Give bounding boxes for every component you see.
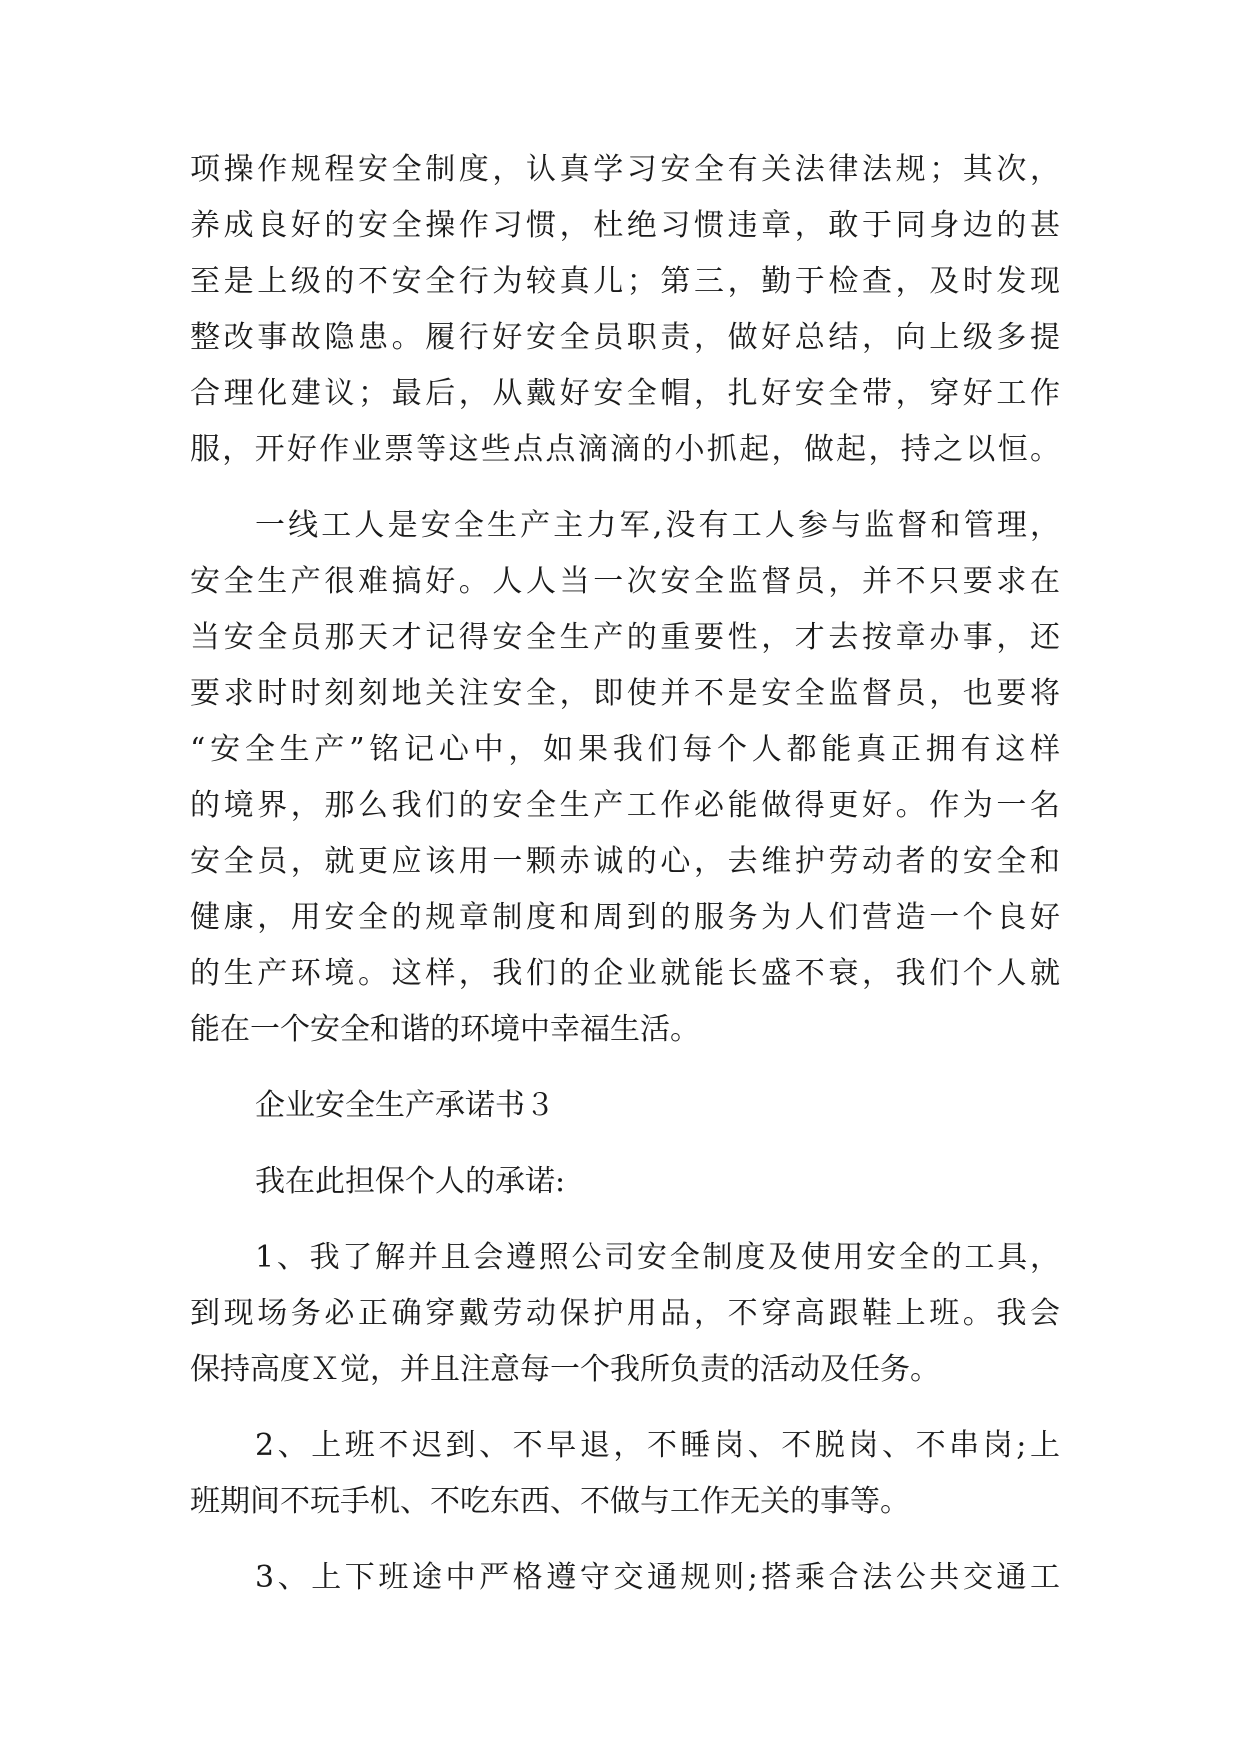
text-line-6: 服，开好作业票等这些点点滴滴的小抓起，做起，持之以恒。 bbox=[190, 432, 1060, 467]
text-line-4: 整改事故隐患。履行好安全员职责，做好总结，向上级多提 bbox=[190, 320, 1060, 355]
text-line-21: 保持高度Ｘ觉，并且注意每一个我所负责的活动及任务。 bbox=[190, 1352, 940, 1387]
text-line-14: 健康，用安全的规章制度和周到的服务为人们营造一个良好 bbox=[190, 900, 1060, 935]
text-line-1: 项操作规程安全制度，认真学习安全有关法律法规；其次， bbox=[190, 152, 1060, 187]
text-line-2: 养成良好的安全操作习惯，杜绝习惯违章，敢于同身边的甚 bbox=[190, 208, 1060, 243]
text-line-18: 我在此担保个人的承诺: bbox=[255, 1164, 566, 1199]
text-line-22: 2、上班不迟到、不早退，不睡岗、不脱岗、不串岗;上 bbox=[255, 1428, 1060, 1463]
text-line-16: 能在一个安全和谐的环境中幸福生活。 bbox=[190, 1012, 700, 1047]
text-line-10: 要求时时刻刻地关注安全，即使并不是安全监督员，也要将 bbox=[190, 676, 1060, 711]
text-line-24: 3、上下班途中严格遵守交通规则;搭乘合法公共交通工 bbox=[255, 1560, 1060, 1595]
text-line-20: 到现场务必正确穿戴劳动保护用品，不穿高跟鞋上班。我会 bbox=[190, 1296, 1060, 1331]
text-line-9: 当安全员那天才记得安全生产的重要性，才去按章办事，还 bbox=[190, 620, 1060, 655]
text-line-7: 一线工人是安全生产主力军,没有工人参与监督和管理， bbox=[255, 508, 1060, 543]
section-heading: 企业安全生产承诺书３ bbox=[255, 1088, 555, 1123]
text-line-3: 至是上级的不安全行为较真儿；第三，勤于检查，及时发现 bbox=[190, 264, 1060, 299]
text-line-5: 合理化建议；最后，从戴好安全帽，扎好安全带，穿好工作 bbox=[190, 376, 1060, 411]
text-line-8: 安全生产很难搞好。人人当一次安全监督员，并不只要求在 bbox=[190, 564, 1060, 599]
text-line-12: 的境界，那么我们的安全生产工作必能做得更好。作为一名 bbox=[190, 788, 1060, 823]
text-line-13: 安全员，就更应该用一颗赤诚的心，去维护劳动者的安全和 bbox=[190, 844, 1060, 879]
text-line-11: “安全生产”铭记心中，如果我们每个人都能真正拥有这样 bbox=[190, 732, 1060, 767]
text-line-19: 1、我了解并且会遵照公司安全制度及使用安全的工具， bbox=[255, 1240, 1060, 1275]
text-line-15: 的生产环境。这样，我们的企业就能长盛不衰，我们个人就 bbox=[190, 956, 1060, 991]
text-line-23: 班期间不玩手机、不吃东西、不做与工作无关的事等。 bbox=[190, 1484, 910, 1519]
